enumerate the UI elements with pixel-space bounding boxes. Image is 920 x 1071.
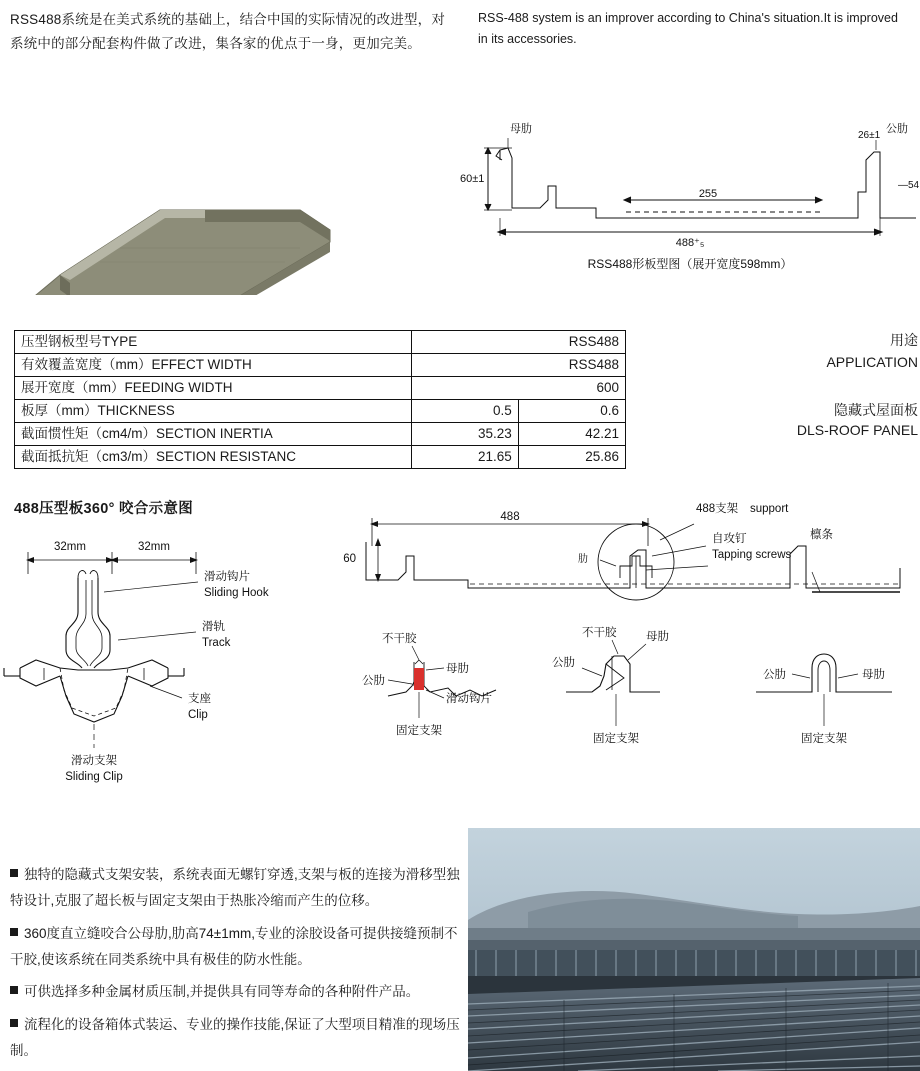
spec-value-thick: 0.6 [518,400,625,423]
spec-label: 截面惯性矩（cm4/m）SECTION INERTIA [15,423,412,446]
section-title: 488压型板360° 咬合示意图 [14,501,194,517]
panel-purlin-labels [343,501,833,565]
spec-value-thin: 21.65 [411,446,518,469]
intro-text-chinese: RSS488系统是在美式系统的基础上，结合中国的实际情况的改进型，对系统中的部分配套构件做了改进，集各家的优点于一身，更加完美。 [10,12,446,51]
seam-diagrams [0,500,920,800]
fixed-bracket-label: 固定支架 [396,725,442,737]
table-row [15,446,626,469]
mother-rib-label: 母肋 [862,669,885,681]
table-row [15,423,626,446]
detail-b-drawing [566,640,660,726]
dim-488 [498,218,882,236]
detail-a-drawing [388,646,496,718]
intro-text-english: RSS-488 system is an improver according to China's situation.It is improved in its accessories. [478,11,898,47]
track-cn: 滑轨 [202,621,225,633]
dim-left-label: 32mm [54,541,86,553]
rib-small-label: 肋 [578,554,588,565]
screw-cn: 自攻钉 [712,533,747,545]
hero-drawings [0,100,920,295]
detail-a-labels [362,632,492,737]
sliding-hook-en: Sliding Hook [204,587,269,599]
application-usage [640,400,918,441]
detail-c-drawing [756,654,892,726]
spec-label: 板厚（mm）THICKNESS [15,400,412,423]
male-rib-label: 公肋 [552,657,575,669]
dim-488-label: 488⁺₅ [675,237,705,249]
seam-clip-labels [54,541,269,783]
dim-255 [624,197,822,203]
track-en: Track [202,637,231,649]
screw-en: Tapping screws [712,549,792,561]
bracket-cn: 488支架 [696,503,739,515]
table-row [15,377,626,400]
sliding-piece-label: 滑动钩片 [446,693,492,705]
fixed-bracket-label: 固定支架 [593,733,639,745]
label-mother-rib: 母肋 [510,123,532,135]
spec-value-thin: 0.5 [411,400,518,423]
table-row [15,354,626,377]
mother-rib-label: 母肋 [446,663,469,675]
table-row [15,400,626,423]
clip-cn: 支座 [188,693,211,705]
mother-rib-label: 母肋 [646,631,669,643]
bracket-en: support [750,503,789,515]
bullet-text: 360度直立缝咬合公母肋,肋高74±1mm,专业的涂胶设备可提供接缝预制不干胶,使该系统在同类系统中具有极佳的防水性能。 [10,925,458,967]
spec-value: RSS488 [411,331,625,354]
spec-table-body [15,331,626,469]
spec-value-thick: 42.21 [518,423,625,446]
dim-255-label: 255 [698,188,718,200]
dim-right-edge-label: —54 [898,180,920,191]
feature-bullet-list [10,862,460,1070]
dim-height-label: 60±1 [460,173,485,185]
bullet-square-icon [10,928,18,936]
detail-b-labels [552,626,669,745]
bullet-square-icon [10,869,18,877]
spec-label: 压型钢板型号TYPE [15,331,412,354]
adhesive-label: 不干胶 [582,627,617,639]
spec-label: 有效覆盖宽度（mm）EFFECT WIDTH [15,354,412,377]
hero-caption: RSS488形板型图（展开宽度598mm） [587,257,793,271]
bullet-text: 流程化的设备箱体式装运、专业的操作技能,保证了大型项目精准的现场压制。 [10,1016,460,1058]
male-rib-label: 公肋 [763,669,786,681]
dim-488-label: 488 [500,511,520,523]
sliding-hook-cn: 滑动钩片 [204,571,250,583]
spec-label: 展开宽度（mm）FEEDING WIDTH [15,377,412,400]
usage-cn: 隐藏式屋面板 [834,402,918,418]
spec-value: RSS488 [411,354,625,377]
bullet-text: 独特的隐藏式支架安装，系统表面无螺钉穿透,支架与板的连接为滑移型独特设计,克服了超长板与固定支架由于热胀冷缩而产生的位移。 [10,867,460,909]
male-rib-label: 公肋 [362,675,385,687]
bullet-square-icon [10,986,18,994]
bullet-square-icon [10,1019,18,1027]
spec-value: 600 [411,377,625,400]
list-item [10,1012,460,1065]
profile-section-drawing [484,138,916,236]
specification-table [14,330,626,469]
label-male-rib: 公肋 [886,123,908,135]
spec-label: 截面抵抗矩（cm3/m）SECTION RESISTANC [15,446,412,469]
list-item [10,862,460,915]
roof-installation-photo [468,828,920,1071]
list-item [10,979,460,1005]
table-row [15,331,626,354]
application-title-en: APPLICATION [826,354,918,371]
purlin-cn: 檩条 [810,529,833,541]
fixed-bracket-label: 固定支架 [801,733,847,745]
seam-clip-section [4,552,198,748]
adhesive-label: 不干胶 [382,633,417,645]
clip-en: Clip [188,709,208,721]
dim-60-label: 60 [343,553,356,565]
application-title-cn: 用途 [890,332,918,348]
dim-right-label: 32mm [138,541,170,553]
list-item [10,921,460,974]
dim-32mm-group [26,552,198,574]
sliding-clip-cn: 滑动支架 [71,755,117,767]
spec-value-thick: 25.86 [518,446,625,469]
bullet-text: 可供选择多种金属材质压制,并提供具有同等寿命的各种附件产品。 [24,984,420,1000]
spec-value-thin: 35.23 [411,423,518,446]
sliding-clip-en: Sliding Clip [65,771,123,783]
panel-3d-illustration [30,210,330,295]
dim-26-label: 26±1 [858,130,881,141]
application-heading [640,330,918,373]
usage-en: DLS-ROOF PANEL [796,422,918,439]
